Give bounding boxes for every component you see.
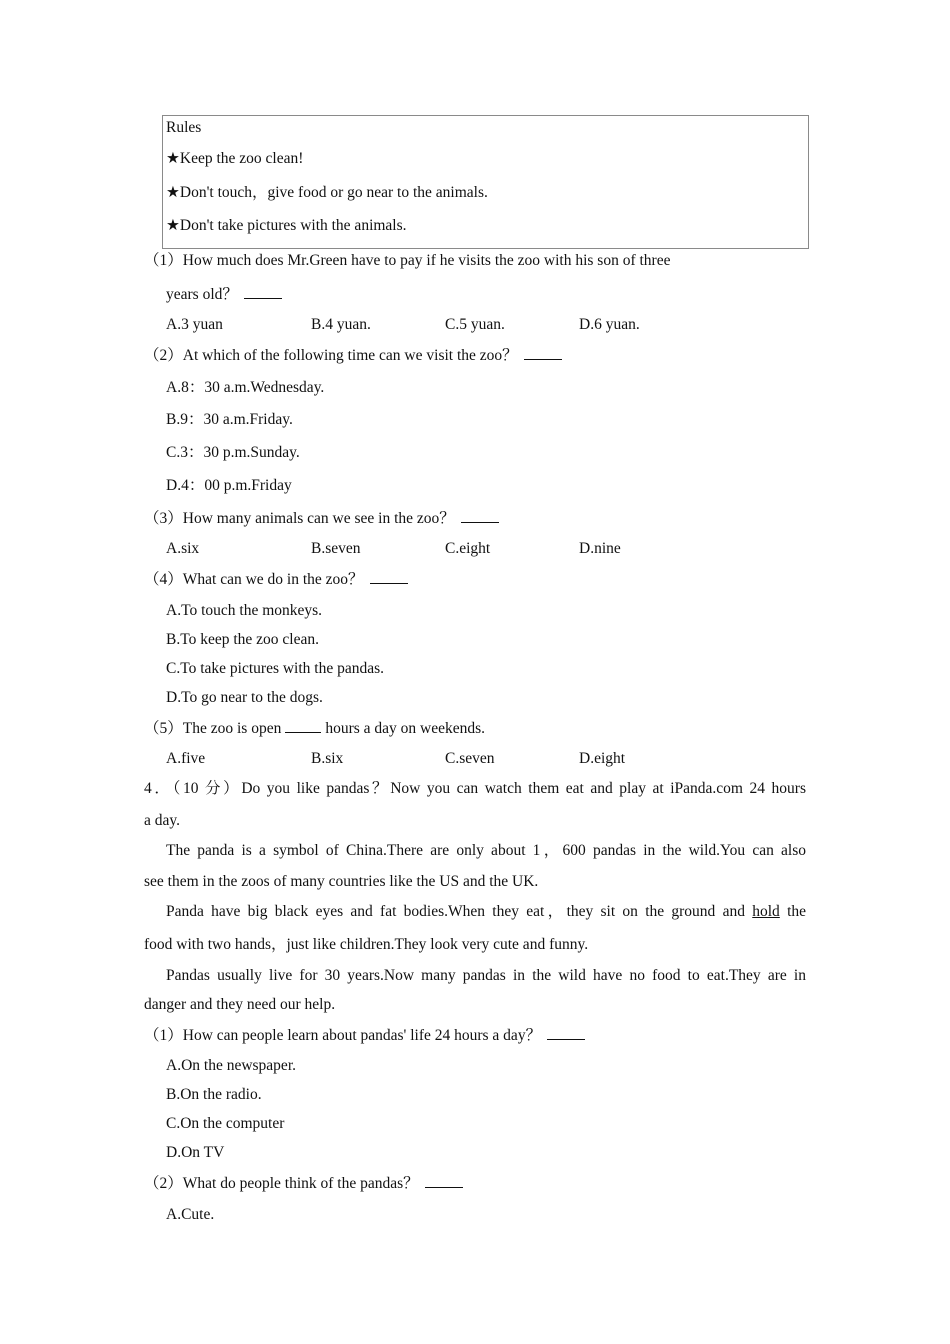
option: D.To go near to the dogs. bbox=[166, 689, 323, 706]
option: D.eight bbox=[579, 750, 626, 767]
passage-text: the bbox=[787, 903, 807, 920]
option: C.seven bbox=[445, 750, 495, 767]
option: B.seven bbox=[311, 540, 361, 557]
option: C.eight bbox=[445, 540, 491, 557]
question-text: （2）At which of the following time can we visit the zoo？ bbox=[144, 347, 518, 364]
option: A.8：30 a.m.Wednesday. bbox=[166, 379, 325, 396]
option: D.On TV bbox=[166, 1144, 225, 1161]
option: A.3 yuan bbox=[166, 316, 223, 333]
question-text: （1）How can people learn about pandas' life 24 hours a day？ bbox=[144, 1027, 542, 1044]
option: A.five bbox=[166, 750, 206, 767]
option: B.9：30 a.m.Friday. bbox=[166, 411, 293, 428]
question-text: （3）How many animals can we see in the zoo？ bbox=[144, 510, 455, 527]
question-text: （2）What do people think of the pandas？ bbox=[144, 1175, 419, 1192]
option: B.On the radio. bbox=[166, 1086, 262, 1103]
rule-item: ★Don't take pictures with the animals. bbox=[166, 217, 407, 234]
rule-item: ★Keep the zoo clean! bbox=[166, 150, 304, 167]
option: A.On the newspaper. bbox=[166, 1057, 296, 1074]
question-4-2 bbox=[144, 1173, 463, 1194]
question-text: years old？ bbox=[166, 286, 238, 303]
option: B.To keep the zoo clean. bbox=[166, 631, 319, 648]
question-text: （4）What can we do in the zoo？ bbox=[144, 571, 364, 588]
passage-paragraph-cont: food with two hands，just like children.They look very cute and funny. bbox=[144, 936, 589, 953]
underlined-word: hold bbox=[752, 903, 780, 920]
option: D.4：00 p.m.Friday bbox=[166, 477, 292, 494]
answer-blank[interactable] bbox=[425, 1173, 463, 1188]
passage-intro: 4．（10 分）Do you like pandas？Now you can watch them eat and play at iPanda.com 24 hours bbox=[144, 780, 806, 797]
option: D.6 yuan. bbox=[579, 316, 640, 333]
passage-paragraph-cont: see them in the zoos of many countries like the US and the UK. bbox=[144, 873, 539, 890]
option: B.4 yuan. bbox=[311, 316, 371, 333]
option: C.5 yuan. bbox=[445, 316, 505, 333]
answer-blank[interactable] bbox=[547, 1025, 585, 1040]
question-text: hours a day on weekends. bbox=[325, 720, 486, 737]
passage-paragraph-cont: danger and they need our help. bbox=[144, 996, 336, 1013]
question-4-1 bbox=[144, 1025, 585, 1046]
option: A.Cute. bbox=[166, 1206, 215, 1223]
option: B.six bbox=[311, 750, 344, 767]
option: C.On the computer bbox=[166, 1115, 285, 1132]
passage-paragraph bbox=[166, 902, 806, 922]
option: C.To take pictures with the pandas. bbox=[166, 660, 385, 677]
question-3-1-cont bbox=[166, 284, 282, 305]
passage-paragraph: The panda is a symbol of China.There are only about 1，600 pandas in the wild.You can also bbox=[166, 842, 806, 859]
rules-title: Rules bbox=[166, 119, 202, 136]
passage-text: Panda have big black eyes and fat bodies.When they eat，they sit on the ground and bbox=[166, 903, 745, 920]
answer-blank[interactable] bbox=[285, 718, 321, 733]
answer-blank[interactable] bbox=[370, 569, 408, 584]
option: A.To touch the monkeys. bbox=[166, 602, 323, 619]
question-3-3 bbox=[144, 508, 499, 529]
option: D.nine bbox=[579, 540, 621, 557]
question-3-1: （1）How much does Mr.Green have to pay if he visits the zoo with his son of three bbox=[144, 252, 671, 269]
question-3-4 bbox=[144, 569, 408, 590]
question-3-5 bbox=[144, 718, 485, 739]
answer-blank[interactable] bbox=[244, 284, 282, 299]
passage-paragraph: Pandas usually live for 30 years.Now many pandas in the wild have no food to eat.They are in bbox=[166, 967, 806, 984]
rule-item: ★Don't touch，give food or go near to the animals. bbox=[166, 184, 488, 201]
passage-intro-cont: a day. bbox=[144, 812, 181, 829]
option: C.3：30 p.m.Sunday. bbox=[166, 444, 300, 461]
question-3-2 bbox=[144, 345, 562, 366]
question-text: （5）The zoo is open bbox=[144, 720, 282, 737]
option: A.six bbox=[166, 540, 200, 557]
answer-blank[interactable] bbox=[524, 345, 562, 360]
answer-blank[interactable] bbox=[461, 508, 499, 523]
